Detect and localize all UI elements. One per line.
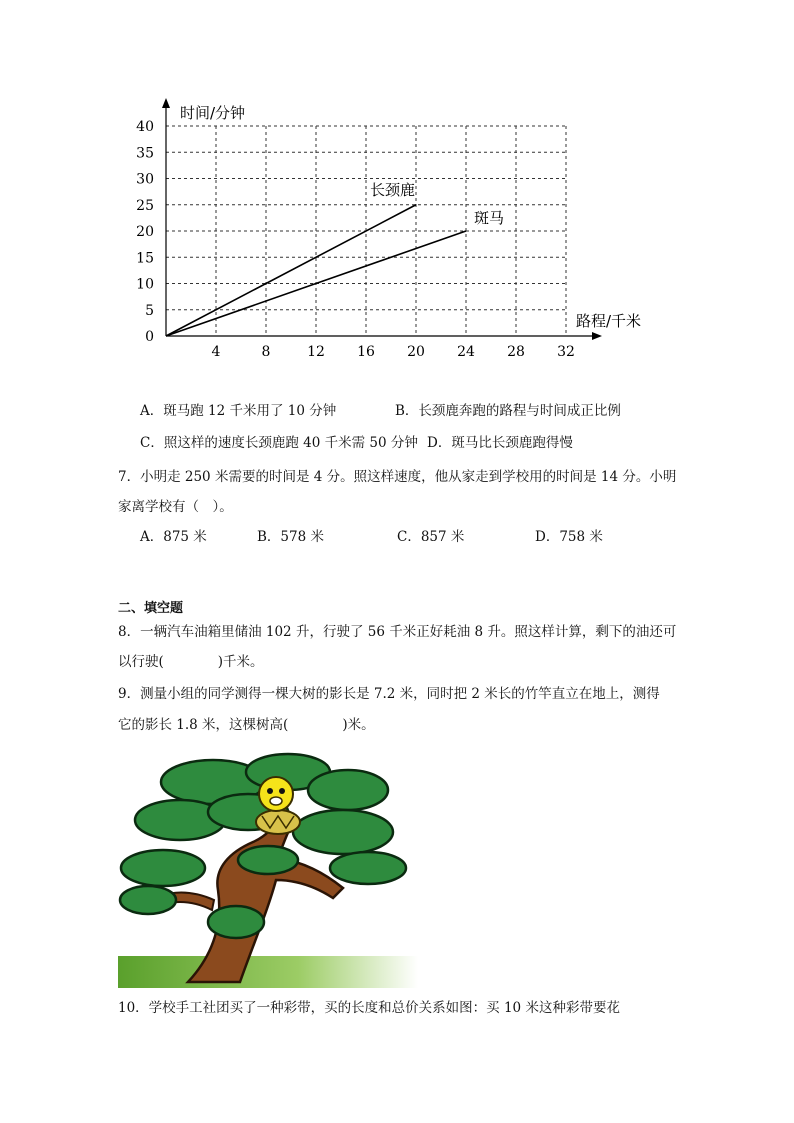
q9-text-line1: 9．测量小组的同学测得一棵大树的影长是 7.2 米，同时把 2 米长的竹竿直立在地上，测得 — [118, 686, 660, 702]
distance-time-chart — [110, 92, 680, 362]
y-tick-label: 10 — [136, 276, 154, 293]
q8-text-line2: 以行驶( )千米。 — [118, 654, 264, 670]
q6-option-a[interactable]: A．斑马跑 12 千米用了 10 分钟 — [140, 403, 337, 419]
grass-ground — [118, 956, 418, 988]
x-tick-label: 32 — [557, 344, 575, 360]
series-label-zebra: 斑马 — [474, 209, 505, 227]
y-tick-label: 40 — [136, 119, 154, 135]
y-tick-label: 15 — [136, 250, 154, 267]
series-line-giraffe — [166, 205, 416, 336]
x-tick-label: 12 — [307, 344, 325, 360]
q7-option-d[interactable]: D．758 米 — [535, 529, 603, 545]
q7-text-line1: 7．小明走 250 米需要的时间是 4 分。照这样速度，他从家走到学校用的时间是 14 分。小明 — [118, 469, 677, 485]
x-axis-label: 路程/千米 — [576, 312, 642, 330]
tree-with-bird-illustration — [118, 750, 418, 990]
x-tick-label: 16 — [357, 344, 375, 360]
q10-text-line1: 10．学校手工社团买了一种彩带，买的长度和总价关系如图：买 10 米这种彩带要花 — [118, 1000, 620, 1016]
y-tick-label: 30 — [136, 171, 154, 188]
q7-option-b[interactable]: B．578 米 — [257, 529, 324, 545]
x-tick-label: 4 — [211, 344, 221, 360]
q6-option-b[interactable]: B．长颈鹿奔跑的路程与时间成正比例 — [395, 403, 621, 419]
x-tick-label: 28 — [507, 344, 525, 360]
y-tick-label: 5 — [145, 302, 154, 319]
y-tick-label: 35 — [136, 145, 154, 162]
q7-option-c[interactable]: C．857 米 — [397, 529, 465, 545]
x-tick-label: 24 — [457, 344, 475, 360]
q8-text-line1: 8．一辆汽车油箱里储油 102 升，行驶了 56 千米正好耗油 8 升。照这样计算，剩下的油还可 — [118, 624, 677, 640]
x-axis-arrow — [592, 332, 602, 340]
q6-option-d[interactable]: D．斑马比长颈鹿跑得慢 — [427, 435, 573, 451]
q6-option-c[interactable]: C．照这样的速度长颈鹿跑 40 千米需 50 分钟 — [140, 435, 418, 451]
y-tick-label: 20 — [136, 224, 154, 240]
q7-option-a[interactable]: A．875 米 — [140, 529, 207, 545]
y-axis-arrow — [162, 98, 170, 108]
x-tick-label: 20 — [407, 344, 425, 360]
y-tick-label: 0 — [145, 329, 154, 345]
y-tick-label: 25 — [136, 197, 154, 214]
y-axis-label: 时间/分钟 — [180, 104, 246, 122]
q7-text-line2: 家离学校有（ ）。 — [118, 499, 233, 515]
q9-text-line2: 它的影长 1.8 米，这棵树高( )米。 — [118, 717, 375, 733]
section-title-fill-blank: 二、填空题 — [118, 601, 184, 616]
x-tick-label: 8 — [261, 344, 271, 360]
series-label-giraffe: 长颈鹿 — [370, 180, 416, 199]
